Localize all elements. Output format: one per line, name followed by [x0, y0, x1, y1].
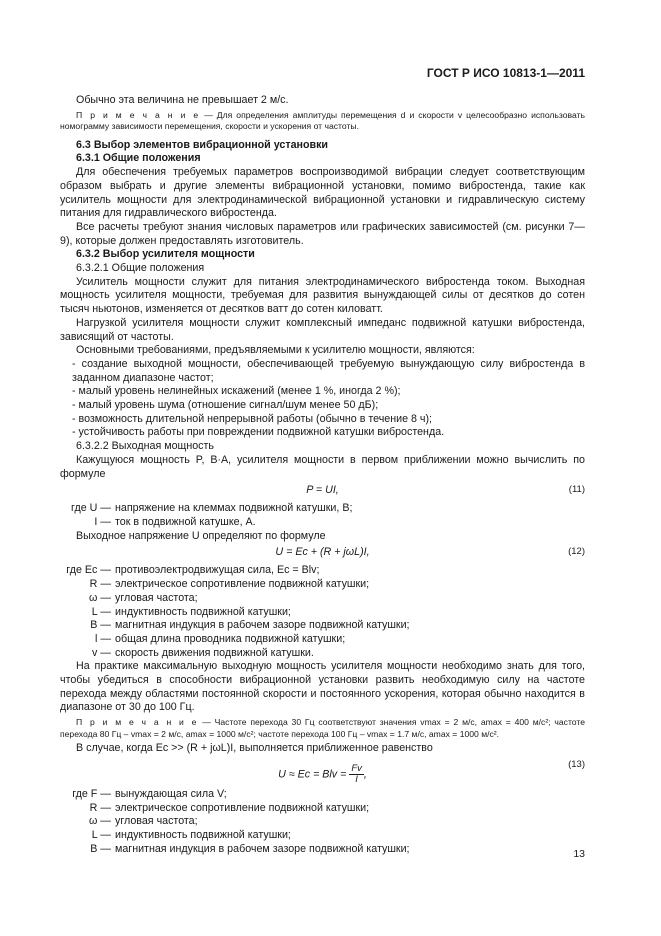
- definition-row: [60, 564, 585, 578]
- definition-key: I —: [94, 515, 111, 528]
- paragraph: Выходное напряжение U определяют по формуле: [76, 529, 326, 542]
- definition-row: [60, 802, 585, 816]
- paragraph-speed-limit: Обычно эта величина не превышает 2 м/с.: [76, 94, 289, 106]
- definition-key: R —: [89, 578, 111, 591]
- definition-row: [60, 606, 585, 620]
- definition-key: где F —: [72, 787, 111, 800]
- definition-row: [60, 578, 585, 592]
- list-item: - устойчивость работы при повреждении подвижной катушки вибростенда.: [72, 426, 445, 439]
- fraction-numerator: Fv: [351, 762, 362, 774]
- definitions-12: [60, 564, 585, 660]
- list-item: - малый уровень шума (отношение сигнал/шум менее 50 дБ);: [72, 399, 379, 412]
- note-label: П р и м е ч а н и е: [76, 717, 199, 728]
- document-code-header: ГОСТ Р ИСО 10813-1—2011: [426, 66, 585, 80]
- list-item: - создание выходной мощности, обеспечивающей требуемую вынуждающую силу вибростенда в заданном диапазоне частот;: [72, 357, 585, 384]
- note-2: [60, 717, 585, 740]
- paragraph: Основными требованиями, предъявляемыми к усилителю мощности, являются:: [76, 344, 475, 357]
- section-6-3-2-heading: 6.3.2 Выбор усилителя мощности: [76, 248, 255, 261]
- definition-text: противоэлектродвижущая сила, Ec = Blv;: [115, 564, 320, 577]
- definition-row: [60, 516, 585, 530]
- paragraph: Все расчеты требуют знания числовых параметров или графических зависимостей (см. рисунки 7—9), которые должен предоставлять изготовитель.: [60, 220, 585, 247]
- definition-row: [60, 788, 585, 802]
- definition-text: вынуждающая сила V;: [115, 787, 227, 800]
- definition-text: электрическое сопротивление подвижной катушки;: [115, 578, 370, 591]
- equation-number: (11): [568, 484, 585, 496]
- paragraph: Для обеспечения требуемых параметров воспроизводимой вибрации следует соответствующим образом выбрать и другие элементы вибрационной установки, помимо вибростенда, такие как усилитель мощности для электродинамической вибрационной установки и гидравлическую систему питания для гидравлического вибростенда.: [60, 166, 585, 220]
- definition-text: угловая частота;: [115, 591, 198, 604]
- definition-key: L —: [91, 828, 111, 841]
- definitions-13: [60, 788, 585, 857]
- definition-row: [60, 592, 585, 606]
- definition-text: магнитная индукция в рабочем зазоре подвижной катушки;: [115, 619, 410, 632]
- definition-text: скорость движения подвижной катушки.: [115, 646, 314, 659]
- paragraph: На практике максимальную выходную мощность усилителя мощности необходимо знать для того, чтобы убедиться в способности вибрационной установки развить необходимую силу на частоте перехода между областями постоянной скорости и постоянного ускорения, которая обычно находится в диапазоне от 30 до 100 Гц.: [60, 660, 585, 714]
- definition-row: [60, 843, 585, 857]
- subsection-6-3-2-2-heading: 6.3.2.2 Выходная мощность: [76, 440, 214, 453]
- equation-formula: P = UI,: [306, 484, 339, 497]
- equation-12: [60, 546, 585, 561]
- definition-key: L —: [91, 605, 111, 618]
- paragraph: Кажущуюся мощность P, В·А, усилителя мощности в первом приближении можно вычислить по формуле: [60, 453, 585, 480]
- list-item: - возможность длительной непрерывной работы (обычно в течение 8 ч);: [72, 412, 433, 425]
- definition-text: напряжение на клеммах подвижной катушки, В;: [115, 502, 353, 515]
- definitions-11: [60, 502, 585, 529]
- definition-row: [60, 647, 585, 661]
- equation-left-side: U ≈ Ec = Blv =: [278, 768, 347, 781]
- list-item: - малый уровень нелинейных искажений (менее 1 %, иногда 2 %);: [72, 385, 401, 398]
- equation-13: [60, 759, 585, 785]
- definition-key: l —: [94, 632, 111, 645]
- section-6-3-heading: 6.3 Выбор элементов вибрационной установки: [76, 138, 328, 151]
- definition-text: угловая частота;: [115, 815, 198, 828]
- page-number: 13: [573, 848, 585, 860]
- requirements-list: [60, 358, 585, 440]
- definition-row: [60, 829, 585, 843]
- equation-number: (13): [568, 758, 585, 770]
- paragraph: В случае, когда Ec >> (R + jωL)I, выполняется приближенное равенство: [76, 742, 433, 755]
- equation-formula: U = Ec + (R + jωL)I,: [275, 546, 370, 559]
- subsection-6-3-2-1-heading: 6.3.2.1 Общие положения: [76, 262, 205, 275]
- definition-text: индуктивность подвижной катушки;: [115, 605, 291, 618]
- note-text: — Частоте перехода 30 Гц соответствуют значения vmax = 2 м/с, amax = 400 м/с²; частоте перехода 80 Гц – vmax = 2 м/с, amax = 1000 м/с²; частоте перехода 100 Гц – vmax = 1.7 м/с, amax = 1000 м/с².: [60, 717, 585, 739]
- definition-key: B —: [90, 842, 111, 855]
- definition-key: R —: [89, 801, 111, 814]
- definition-key: где U —: [71, 502, 111, 515]
- note-label: П р и м е ч а н и е: [76, 109, 201, 120]
- page-body: [60, 94, 585, 856]
- definition-text: индуктивность подвижной катушки;: [115, 828, 291, 841]
- note-text: — Для определения амплитуды перемещения d и скорости v целесообразно использовать номограмму зависимости перемещения, скорости и ускорения от частоты.: [60, 109, 586, 132]
- section-6-3-1-heading: 6.3.1 Общие положения: [76, 152, 201, 165]
- definition-key: v —: [91, 646, 111, 659]
- definition-key: ω —: [88, 591, 111, 604]
- equation-11: [60, 484, 585, 499]
- note-1: [60, 110, 585, 133]
- definition-row: [60, 619, 585, 633]
- definition-key: ω —: [88, 815, 111, 828]
- definition-text: электрическое сопротивление подвижной катушки;: [115, 801, 370, 814]
- paragraph: Усилитель мощности служит для питания электродинамического вибростенда током. Выходная мощность усилителя мощности, требуемая для развития вынуждающей силы от десятков до сотен тысяч ньютонов, изменяется от десятков ватт до сотен киловатт.: [60, 275, 585, 316]
- fraction: [349, 764, 364, 785]
- definition-row: [60, 633, 585, 647]
- definition-key: B —: [90, 619, 111, 632]
- fraction-denominator: I: [355, 773, 358, 785]
- definition-text: общая длина проводника подвижной катушки;: [115, 632, 346, 645]
- definition-key: где Ec —: [66, 564, 111, 577]
- definition-text: ток в подвижной катушке, А.: [115, 515, 256, 528]
- paragraph: Нагрузкой усилителя мощности служит комплексный импеданс подвижной катушки вибростенда, зависящий от частоты.: [60, 316, 585, 343]
- equation-formula: U ≈ Ec = Blv = $\frac{Fv}{I}$ ,: [278, 762, 367, 785]
- definition-text: магнитная индукция в рабочем зазоре подвижной катушки;: [115, 842, 410, 855]
- definition-row: [60, 502, 585, 516]
- definition-row: [60, 815, 585, 829]
- equation-number: (12): [568, 546, 585, 558]
